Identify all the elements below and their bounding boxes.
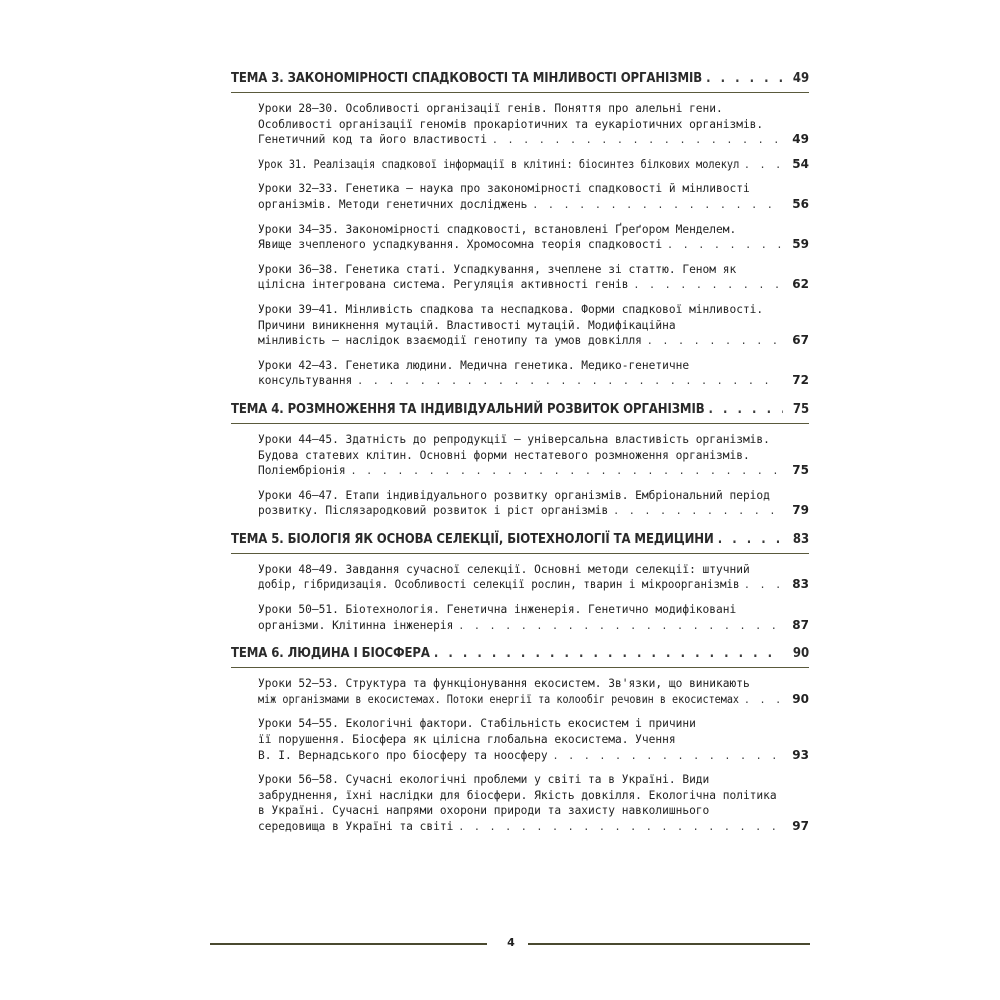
- lesson-text-line: розвитку. Післязародковий розвиток і ріст організмів: [258, 504, 609, 518]
- dot-leader: [554, 748, 781, 764]
- lesson-page-number: 79: [792, 503, 809, 518]
- lesson-text-line: Причини виникнення мутацій. Властивості мутацій. Модифікаційна: [258, 318, 676, 332]
- lesson-page-number: 54: [792, 156, 809, 171]
- lesson-text-line: В. І. Вернадського про біосферу та ноосферу: [258, 748, 548, 762]
- dot-leader: [358, 373, 781, 389]
- lesson-text-line: Уроки 50–51. Біотехнологія. Генетична інженерія. Генетично модифіковані: [258, 603, 737, 617]
- lesson-page-number: 97: [792, 819, 809, 833]
- dot-leader: [434, 645, 783, 662]
- lesson-text-line: Генетичний код та його властивості: [258, 133, 488, 147]
- lesson-last-line: [258, 277, 809, 293]
- dot-leader: [718, 531, 783, 548]
- topic-page-number: 83: [792, 531, 809, 547]
- topic-section: [231, 70, 809, 389]
- topic-page-number: 49: [792, 71, 809, 86]
- dot-leader: [745, 577, 781, 593]
- lesson-text-line: консультування: [258, 374, 353, 388]
- lesson-text-line: організми. Клітинна інженерія: [258, 618, 454, 632]
- footer-page-number: 4: [507, 936, 515, 949]
- lesson-page-number: 93: [792, 747, 809, 762]
- lesson-entry[interactable]: [258, 181, 809, 212]
- lesson-entry[interactable]: [258, 432, 809, 479]
- lesson-entry[interactable]: [258, 358, 809, 389]
- topic-title: ТЕМА 6. ЛЮДИНА І БІОСФЕРА: [231, 646, 430, 662]
- lesson-page-number: 62: [792, 277, 809, 292]
- lesson-page-number: 59: [792, 237, 809, 252]
- lesson-entry[interactable]: [258, 676, 809, 707]
- lesson-text-line: Уроки 46–47. Етапи індивідуального розвитку організмів. Ембріональний період: [258, 488, 770, 502]
- dot-leader: [459, 819, 781, 835]
- lesson-entry[interactable]: [258, 222, 809, 253]
- lesson-entry[interactable]: [258, 772, 809, 834]
- lesson-page-number: 83: [792, 577, 809, 592]
- dot-leader: [614, 503, 781, 519]
- lesson-text-line: Поліембріонія: [258, 464, 346, 478]
- lesson-last-line: [258, 157, 809, 173]
- lesson-text-line: Уроки 36–38. Генетика статі. Успадкування, зчеплене зі статтю. Геном як: [258, 262, 737, 276]
- lesson-entry[interactable]: [258, 101, 809, 148]
- lesson-text-line: Уроки 34–35. Закономірності спадковості, встановлені Ґреґором Менделем.: [258, 222, 737, 236]
- lesson-last-line: [258, 748, 809, 764]
- topic-heading[interactable]: [231, 70, 809, 93]
- topic-page-number: 90: [792, 646, 809, 662]
- lesson-last-line: [258, 577, 809, 593]
- lesson-text-line: Уроки 28–30. Особливості організації генів. Поняття про алельні гени.: [258, 102, 723, 115]
- dot-leader: [459, 618, 781, 634]
- lesson-text-line: цілісна інтегрована система. Регуляція активності генів: [258, 278, 629, 292]
- lesson-text-line: Уроки 54–55. Екологічні фактори. Стабільність екосистем і причини: [258, 717, 696, 731]
- lesson-entry[interactable]: [258, 562, 809, 593]
- dot-leader: [709, 401, 783, 418]
- dot-leader: [745, 692, 781, 708]
- lesson-text-line: Уроки 48–49. Завдання сучасної селекції. Основні методи селекції: штучний: [258, 562, 750, 576]
- dot-leader: [634, 277, 781, 293]
- lesson-entry[interactable]: [258, 488, 809, 519]
- lesson-entry[interactable]: [258, 716, 809, 763]
- topic-heading[interactable]: [231, 401, 809, 424]
- lesson-page-number: 87: [792, 617, 809, 632]
- lesson-text-line: Уроки 52–53. Структура та функціонування екосистем. Зв'язки, що виникають: [258, 677, 750, 691]
- lesson-text-line: Уроки 56–58. Сучасні екологічні проблеми у світі та в Україні. Види: [258, 773, 710, 787]
- lesson-last-line: [258, 463, 809, 479]
- lesson-text-line: Уроки 42–43. Генетика людини. Медична генетика. Медико-генетичне: [258, 358, 690, 372]
- topic-title: ТЕМА 3. ЗАКОНОМІРНОСТІ СПАДКОВОСТІ ТА МІНЛИВОСТІ ОРГАНІЗМІВ: [231, 71, 703, 86]
- lesson-text-line: Будова статевих клітин. Основні форми нестатевого розмноження організмів.: [258, 448, 750, 462]
- lesson-page-number: 56: [792, 196, 809, 211]
- topic-title: ТЕМА 5. БІОЛОГІЯ ЯК ОСНОВА СЕЛЕКЦІЇ, БІОТЕХНОЛОГІЇ ТА МЕДИЦИНИ: [231, 531, 714, 547]
- dot-leader: [648, 333, 781, 349]
- lesson-text-line: Явище зчепленого успадкування. Хромосомна теорія спадковості: [258, 238, 663, 252]
- lesson-entry[interactable]: [258, 262, 809, 293]
- lesson-page-number: 49: [792, 132, 809, 147]
- footer-rule-right: [528, 943, 810, 945]
- dot-leader: [745, 157, 781, 173]
- lesson-text-line: між організмами в екосистемах. Потоки енергії та колообіг речовин в екосистемах: [258, 692, 740, 706]
- topic-title: ТЕМА 4. РОЗМНОЖЕННЯ ТА ІНДИВІДУАЛЬНИЙ РОЗВИТОК ОРГАНІЗМІВ: [231, 401, 705, 417]
- lesson-last-line: [258, 333, 809, 349]
- lesson-page-number: 90: [792, 691, 809, 706]
- table-of-contents: [231, 70, 809, 847]
- lesson-text-line: добір, гібридизація. Особливості селекції рослин, тварин і мікроорганізмів: [258, 578, 740, 592]
- topic-page-number: 75: [792, 401, 809, 417]
- footer-rule-left: [210, 943, 487, 945]
- lesson-last-line: [258, 819, 809, 835]
- lesson-last-line: [258, 237, 809, 253]
- lesson-page-number: 75: [792, 463, 809, 478]
- lesson-text-line: Урок 31. Реалізація спадкової інформації в клітині: біосинтез білкових молекул: [258, 157, 740, 171]
- lesson-last-line: [258, 692, 809, 708]
- lesson-text-line: організмів. Методи генетичних досліджень: [258, 197, 528, 211]
- lesson-last-line: [258, 618, 809, 634]
- topic-section: [231, 401, 809, 519]
- lesson-last-line: [258, 197, 809, 213]
- dot-leader: [533, 197, 781, 213]
- lesson-text-line: Уроки 32–33. Генетика — наука про закономірності спадковості й мінливості: [258, 182, 750, 196]
- topic-section: [231, 531, 809, 633]
- dot-leader: [706, 70, 783, 87]
- topic-heading[interactable]: [231, 531, 809, 554]
- lesson-page-number: 72: [792, 373, 809, 388]
- lesson-page-number: 67: [792, 333, 809, 348]
- page-footer: [210, 936, 810, 950]
- dot-leader: [493, 132, 781, 148]
- lesson-last-line: [258, 503, 809, 519]
- lesson-text-line: Уроки 44–45. Здатність до репродукції — універсальна властивість організмів.: [258, 432, 770, 446]
- lesson-text-line: Особливості організації геномів прокаріотичних та еукаріотичних організмів.: [258, 117, 764, 131]
- topic-heading[interactable]: [231, 645, 809, 668]
- lesson-last-line: [258, 132, 809, 148]
- lesson-entry[interactable]: [258, 302, 809, 349]
- dot-leader: [352, 463, 781, 479]
- lesson-entry[interactable]: [258, 602, 809, 633]
- topic-section: [231, 645, 809, 834]
- lesson-text-line: середовища в Україні та світі: [258, 820, 454, 833]
- lesson-text-line: Уроки 39–41. Мінливість спадкова та неспадкова. Форми спадкової мінливості.: [258, 302, 764, 316]
- lesson-text-line: мінливість — наслідок взаємодії генотипу та умов довкілля: [258, 334, 642, 348]
- lesson-entry[interactable]: [258, 157, 809, 173]
- dot-leader: [668, 237, 781, 253]
- lesson-text-line: забруднення, їхні наслідки для біосфери. Якість довкілля. Екологічна політика: [258, 788, 777, 802]
- lesson-text-line: в Україні. Сучасні напрями охорони природи та захисту навколишнього: [258, 804, 710, 818]
- lesson-text-line: її порушення. Біосфера як цілісна глобальна екосистема. Учення: [258, 733, 676, 747]
- lesson-last-line: [258, 373, 809, 389]
